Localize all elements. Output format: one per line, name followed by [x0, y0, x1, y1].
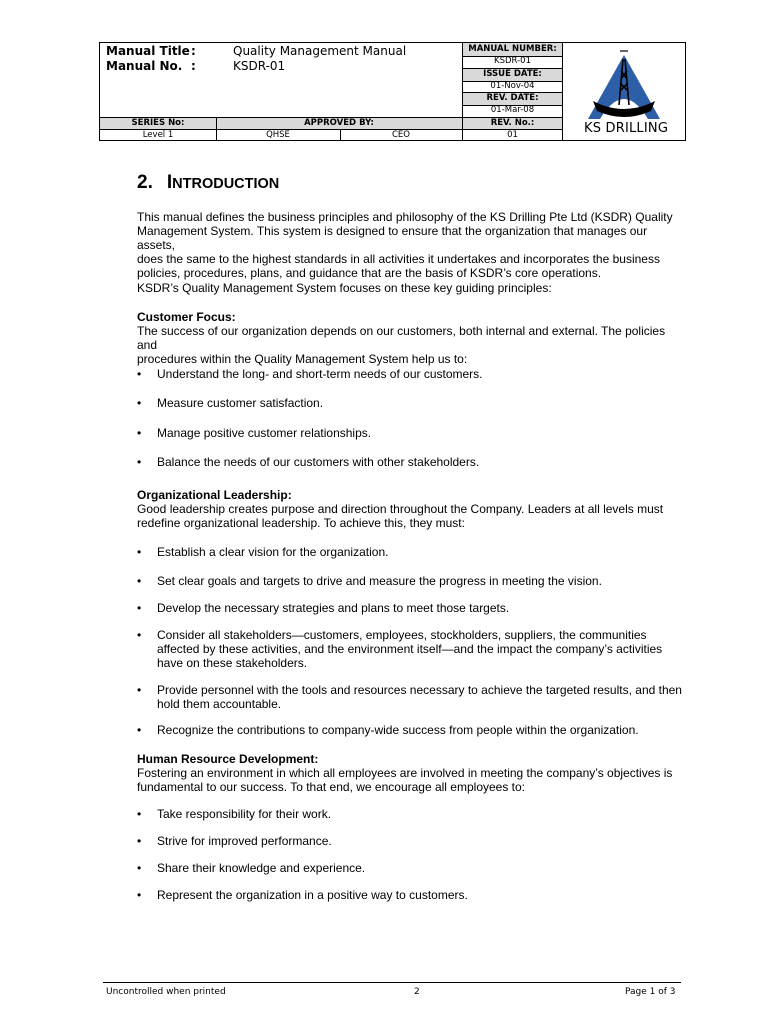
rev-no-value: 01 [507, 130, 518, 140]
list-item-text: Recognize the contributions to company-wide success from people within the organization. [157, 723, 639, 737]
manual-no-label: Manual No. [106, 59, 183, 73]
customer-focus-paragraph [137, 324, 687, 366]
leadership-paragraph [137, 502, 687, 530]
manual-no-value: KSDR-01 [233, 59, 286, 73]
hr-title: Human Resource Development: [137, 752, 319, 766]
issue-date-value: 01-Nov-04 [490, 81, 535, 91]
bullet: • [137, 861, 142, 875]
list-item-text: Set clear goals and targets to drive and measure the progress in meeting the vision. [157, 574, 602, 588]
list-item-text: Develop the necessary strategies and plans to meet those targets. [157, 601, 510, 615]
bullet: • [137, 834, 142, 848]
bullet: • [137, 628, 142, 642]
manual-number-value: KSDR-01 [494, 56, 531, 66]
section-title-rest: NTRODUCTION [172, 176, 280, 192]
principles-intro: KSDR’s Quality Management System focuses on these key guiding principles: [137, 281, 552, 295]
list-item-text: Take responsibility for their work. [157, 807, 332, 821]
bullet: • [137, 601, 142, 615]
rev-no-label: REV. No.: [490, 118, 535, 128]
rev-date-label: REV. DATE: [486, 93, 539, 103]
leadership-line: redefine organizational leadership. To achieve this, they must: [137, 516, 465, 530]
list-item-text: Manage positive customer relationships. [157, 426, 372, 440]
list-item-text: Understand the long- and short-term needs of our customers. [157, 367, 483, 381]
issue-date-label: ISSUE DATE: [483, 69, 542, 79]
rev-date-value: 01-Mar-08 [490, 105, 535, 115]
list-item-line: have on these stakeholders. [157, 656, 308, 670]
bullet: • [137, 426, 142, 440]
intro-line: This manual defines the business principles and philosophy of the KS Drilling Pte Ltd (KSDR) Quality [137, 210, 673, 224]
customer-line: The success of our organization depends on our customers, both internal and external. The policies and [137, 324, 666, 352]
section-heading [137, 172, 279, 194]
hr-paragraph [137, 766, 687, 794]
list-item-text: Strive for improved performance. [157, 834, 332, 848]
logo-text: KS DRILLING [584, 121, 669, 136]
customer-focus-title: Customer Focus: [137, 310, 236, 324]
footer-uncontrolled: Uncontrolled when printed [106, 987, 226, 997]
list-item-text: Share their knowledge and experience. [157, 861, 366, 875]
bullet: • [137, 807, 142, 821]
series-label: SERIES No: [131, 118, 185, 128]
footer-page-count: Page 1 of 3 [625, 987, 676, 997]
footer-page-number: 2 [414, 987, 420, 997]
list-item-line: Consider all stakeholders—customers, employees, stockholders, suppliers, the communities [157, 628, 647, 642]
manual-title-value: Quality Management Manual [233, 44, 407, 58]
section-number: 2. [137, 172, 153, 193]
approved-by-qhse: QHSE [266, 130, 290, 140]
hr-line: Fostering an environment in which all employees are involved in meeting the company’s objectives is [137, 766, 673, 780]
leadership-line: Good leadership creates purpose and direction throughout the Company. Leaders at all levels must [137, 502, 664, 516]
list-item-text: Measure customer satisfaction. [157, 396, 324, 410]
intro-line: Management System. This system is designed to ensure that the organization that manages our assets, [137, 224, 648, 252]
hr-line: fundamental to our success. To that end, we encourage all employees to: [137, 780, 526, 794]
list-item-text: Establish a clear vision for the organization. [157, 545, 389, 559]
bullet: • [137, 396, 142, 410]
approved-by-ceo: CEO [392, 130, 410, 140]
manual-title-label: Manual Title [106, 44, 190, 58]
manual-title-colon: : [191, 44, 196, 58]
manual-number-label: MANUAL NUMBER: [468, 44, 557, 54]
customer-line: procedures within the Quality Management System help us to: [137, 352, 468, 366]
list-item-text [157, 683, 687, 711]
list-item-line: affected by these activities, and the environment itself—and the impact the company’s activities [157, 642, 663, 656]
section-title-initial: I [166, 172, 173, 193]
intro-line: policies, procedures, plans, and guidance that are the basis of KSDR’s core operations. [137, 266, 602, 280]
series-value: Level 1 [142, 130, 174, 140]
bullet: • [137, 455, 142, 469]
approved-by-label: APPROVED BY: [304, 118, 374, 128]
bullet: • [137, 888, 142, 902]
list-item-line: Provide personnel with the tools and resources necessary to achieve the targeted results, and then [157, 683, 682, 697]
list-item-line: hold them accountable. [157, 697, 282, 711]
footer-rule [103, 982, 681, 983]
list-item-text: Represent the organization in a positive way to customers. [157, 888, 468, 902]
bullet: • [137, 683, 142, 697]
intro-paragraph [137, 210, 687, 280]
list-item-text [157, 628, 687, 670]
bullet: • [137, 545, 142, 559]
manual-no-colon: : [191, 59, 196, 73]
leadership-title: Organizational Leadership: [137, 488, 292, 502]
bullet: • [137, 574, 142, 588]
bullet: • [137, 723, 142, 737]
bullet: • [137, 367, 142, 381]
intro-line: does the same to the highest standards in all activities it undertakes and incorporates the business [137, 252, 660, 266]
list-item-text: Balance the needs of our customers with other stakeholders. [157, 455, 480, 469]
